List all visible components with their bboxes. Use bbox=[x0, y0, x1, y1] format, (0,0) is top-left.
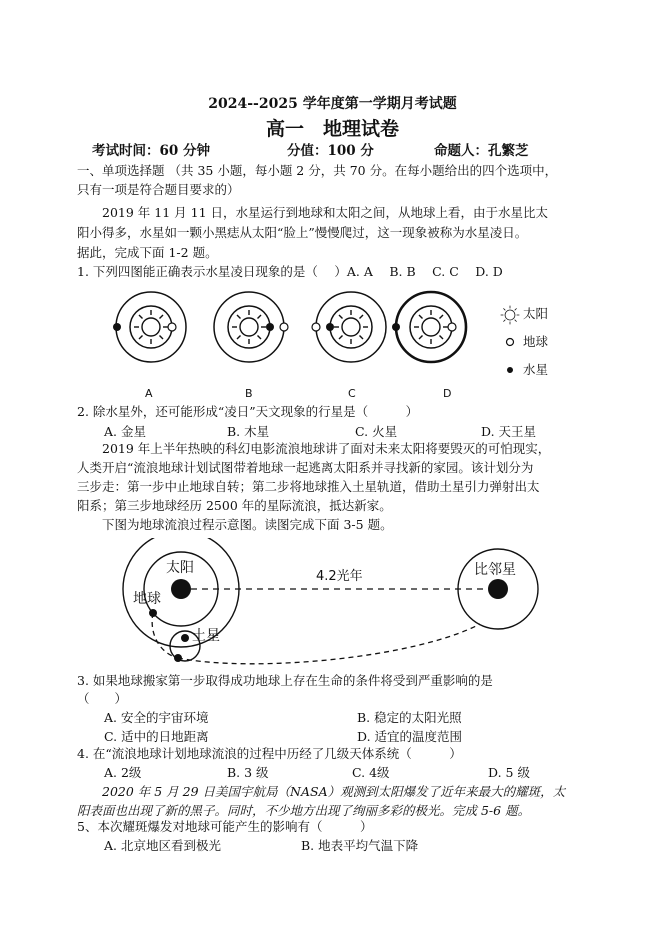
q2-option-c: C. 火星 bbox=[355, 424, 398, 439]
passage3-line2: 阳表面也出现了新的黑子。同时，不少地方出现了绚丽多彩的极光。完成 5-6 题。 bbox=[77, 803, 531, 818]
legend-earth-icon bbox=[507, 339, 514, 346]
figure-label-b: B bbox=[245, 387, 253, 400]
earth-path-2 bbox=[178, 624, 480, 664]
exam-score: 分值：100 分 bbox=[287, 143, 374, 159]
q3-option-b: B. 稳定的太阳光照 bbox=[357, 710, 462, 725]
fig2-proxima-label: 比邻星 bbox=[474, 562, 516, 578]
wandering-earth-figure bbox=[115, 538, 555, 673]
passage1-line1: 2019 年 11 月 11 日，水星运行到地球和太阳之间，从地球上看，由于水星比太 bbox=[77, 205, 548, 220]
section-heading-line1: 一、单项选择题 （共 35 小题，每小题 2 分，共 70 分。在每小题给出的四个选项中， bbox=[77, 163, 558, 178]
q3-stem-paren: （ ） bbox=[77, 691, 128, 706]
q5-option-a: A. 北京地区看到极光 bbox=[104, 838, 221, 853]
q5-option-b: B. 地表平均气温下降 bbox=[301, 838, 419, 853]
q1-stem: 1. 下列四图能正确表示水星凌日现象的是（ ）A. A B. B C. C D. D bbox=[77, 264, 503, 279]
exam-subtitle: 高一 地理试卷 bbox=[265, 118, 399, 140]
q4-option-a: A. 2级 bbox=[104, 765, 142, 780]
figure-label-d: D bbox=[443, 387, 452, 400]
figure-label-c: C bbox=[348, 387, 356, 400]
q2-option-b: B. 木星 bbox=[227, 424, 270, 439]
figure-a bbox=[113, 292, 186, 362]
passage2-line1: 2019 年上半年热映的科幻电影流浪地球讲了面对未来太阳将要毁灭的可怕现实， bbox=[77, 441, 551, 456]
q4-option-c: C. 4级 bbox=[352, 765, 390, 780]
fig2-earth-label: 地球 bbox=[133, 591, 161, 607]
q1-transit-figures bbox=[100, 282, 570, 402]
saturn-dot bbox=[181, 634, 189, 642]
figure-label-a: A bbox=[145, 387, 153, 400]
q2-option-a: A. 金星 bbox=[104, 424, 146, 439]
q2-option-d: D. 天王星 bbox=[481, 424, 537, 439]
passage2-line5: 下图为地球流浪过程示意图。读图完成下面 3-5 题。 bbox=[77, 517, 393, 532]
fig2-sun-label: 太阳 bbox=[166, 560, 194, 576]
fig2-saturn-label: 土星 bbox=[192, 628, 220, 644]
passage1-line3: 据此，完成下面 1-2 题。 bbox=[77, 245, 218, 260]
q4-option-d: D. 5 级 bbox=[488, 765, 530, 780]
figure-b bbox=[214, 292, 288, 362]
q3-option-c: C. 适中的日地距离 bbox=[104, 729, 209, 744]
passage2-line4: 阳系；第三步地球经历 2500 年的星际流浪，抵达新家。 bbox=[77, 498, 392, 513]
q5-stem: 5、本次耀斑爆发对地球可能产生的影响有（ ） bbox=[77, 819, 373, 834]
fig2-distance-label: 4.2光年 bbox=[313, 569, 366, 585]
sun-dot bbox=[171, 579, 191, 599]
q2-stem: 2. 除水星外，还可能形成“凌日”天文现象的行星是（ ） bbox=[77, 404, 419, 419]
q3-option-d: D. 适宜的温度范围 bbox=[357, 729, 463, 744]
legend-mercury-icon bbox=[507, 367, 513, 373]
legend-sun-label: 太阳 bbox=[523, 306, 549, 321]
q4-option-b: B. 3 级 bbox=[227, 765, 269, 780]
exam-author: 命题人：孔繁芝 bbox=[434, 143, 529, 159]
section-heading-line2: 只有一项是符合题目要求的） bbox=[77, 182, 240, 197]
passage1-line2: 阳小得多，水星如一颗小黑痣从太阳“脸上”慢慢爬过，这一现象被称为水星凌日。 bbox=[77, 225, 528, 240]
passage3-line1: 2020 年 5 月 29 日美国宇航局（NASA）观测到太阳爆发了近年来最大的耀斑，太 bbox=[77, 784, 566, 799]
legend-sun-icon bbox=[501, 306, 520, 325]
exam-title: 2024--2025 学年度第一学期月考试题 bbox=[208, 96, 457, 112]
q4-stem: 4. 在“流浪地球计划地球流浪的过程中历经了几级天体系统（ ） bbox=[77, 746, 462, 761]
passage2-line2: 人类开启“流浪地球计划试图带着地球一起逃离太阳系并寻找新的家园。该计划分为 bbox=[77, 460, 534, 475]
q3-stem: 3. 如果地球搬家第一步取得成功地球上存在生命的条件将受到严重影响的是 bbox=[77, 673, 493, 688]
figure-d bbox=[392, 292, 466, 362]
passage2-line3: 三步走：第一步中止地球自转；第二步将地球推入土星轨道，借助土星引力弹射出太 bbox=[77, 479, 540, 494]
legend-earth-label: 地球 bbox=[523, 334, 549, 349]
figure-c bbox=[312, 292, 386, 362]
proxima-dot bbox=[488, 579, 508, 599]
exam-time: 考试时间：60 分钟 bbox=[92, 143, 210, 159]
q3-option-a: A. 安全的宇宙环境 bbox=[104, 710, 209, 725]
legend-mercury-label: 水星 bbox=[523, 362, 549, 377]
